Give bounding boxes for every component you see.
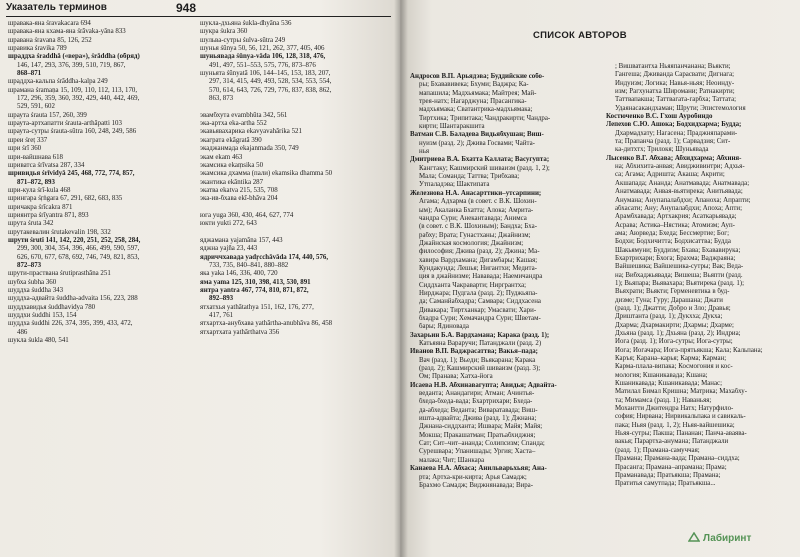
index-line: Дмитриева В.А. Бхатта Каллата; Васугупта; bbox=[410, 156, 550, 164]
index-line: шукла śukla 480, 541 bbox=[8, 337, 69, 345]
index-line: шрути śruti 141, 142, 220, 251, 252, 258, 284, bbox=[8, 236, 141, 244]
index-line: Вьяхрати; Вьякти; Герменевтика в буд- bbox=[615, 288, 730, 296]
index-line: ятхартхата yathārthatva 356 bbox=[200, 328, 280, 336]
index-line: софия; Нирвана; Нирвикальпака и савикаль- bbox=[615, 413, 746, 421]
index-line: ятхартха-анубхава yathārtha-anubhāva 86, 458 bbox=[200, 320, 333, 328]
index-line: Бхартрихари; Бхога; Брахма; Ваджраяна; bbox=[615, 254, 736, 262]
entry-gap bbox=[200, 204, 392, 212]
index-line: шриянтра śrīyantra 871, 893 bbox=[8, 211, 89, 219]
index-line: Прасанга; Прамана–апрамана; Прама; bbox=[615, 463, 727, 471]
index-line: Анумана; Анупапалабдхи; Апаноха; Апрапти; bbox=[615, 196, 751, 204]
index-line: шуддхи śuddhi 153, 154 bbox=[8, 312, 77, 320]
index-line: Лепехов С.Ю. Ашока; Бодхидхарма; Будда; bbox=[606, 121, 742, 129]
index-line: экам ekam 463 bbox=[200, 153, 243, 161]
index-line: ядриччхавада yadṛcchāvāda 174, 440, 576, bbox=[200, 253, 329, 261]
book-gutter bbox=[394, 0, 408, 557]
index-line: бхеда-бхеда-вада; Бхартрихари; Бхеда- bbox=[419, 398, 533, 406]
running-head bbox=[6, 2, 391, 17]
index-line: Джайнская космология; Джайнизм; bbox=[419, 239, 524, 247]
index-line: рабху; Врата; Гунастханы; Джайнизм; bbox=[419, 231, 531, 239]
index-line: на; Абхихита-анвая; Авидживинтри; Адхья- bbox=[615, 163, 745, 171]
index-line: шуддха śuddhi 226, 374, 395, 399, 433, 472, bbox=[8, 320, 133, 328]
index-line: ка-дитхтх; Трилокя; Шуньявада bbox=[615, 146, 709, 154]
index-line: шрута śruta 342 bbox=[8, 220, 54, 228]
index-line: та; Мимамса (разд. 1); Наваньяя; bbox=[615, 396, 712, 404]
index-line: Вач (разд. 1); Вьеди; Вьякарана; Карака bbox=[419, 356, 536, 364]
index-line: 146, 147, 293, 376, 399, 510, 719, 867, bbox=[17, 61, 126, 69]
entry-gap bbox=[200, 103, 392, 111]
index-line: Пратитья самутпада; Пратьякша... bbox=[615, 480, 716, 488]
index-line: Джнана-сиддханта; Ишвара; Майя; Майя; bbox=[419, 423, 543, 431]
index-line: мология; Кшаникавада; Кшана; bbox=[615, 371, 708, 379]
index-line: Костюченко В.С. Гхош Ауробиндо bbox=[606, 113, 713, 121]
index-line: юга yuga 360, 430, 464, 627, 774 bbox=[200, 211, 294, 219]
index-line: шрингара śṛṅgara 67, 291, 682, 683, 835 bbox=[8, 195, 123, 203]
index-line: ишта-адвайта; Джива (разд. 1); Джнана; bbox=[419, 415, 537, 423]
index-line: хавира Вардхамана; Дигамбары; Кашая; bbox=[419, 256, 538, 264]
index-line: Таттвапакша; Таттвагата-гарбха; Таттата; bbox=[615, 96, 737, 104]
index-line: шрамана śramaṇa 15, 109, 110, 112, 113, 170, bbox=[8, 86, 138, 94]
index-line: Дхьяна (разд. 1); Дхьяна (разд. 2); Индриа; bbox=[615, 330, 741, 337]
index-line: Сиддханта Чакраварти; Ниргрантха; bbox=[419, 281, 527, 289]
index-line: яма yama 125, 310, 398, 413, 530, 891 bbox=[200, 278, 311, 286]
index-line: Ом; Пранава; Хатха-йога bbox=[419, 373, 493, 381]
index-line: ятхатхья yathātathya 151, 162, 176, 277, bbox=[200, 303, 314, 311]
index-line: яджна yajña 23, 443 bbox=[200, 245, 258, 253]
index-line: Сат; Сит–чит–ананда; Солипсизм; Спанда; bbox=[419, 440, 545, 448]
index-line: ры; Бхававивека; Бхуми; Ваджра; Ка- bbox=[419, 81, 529, 89]
index-line: Ватман С.В. Баладева Видьябхушан; Виш- bbox=[410, 131, 544, 139]
index-line: нья bbox=[419, 148, 429, 156]
page-number: 948 bbox=[176, 1, 197, 15]
index-line: малака; Чит; Шанкара bbox=[419, 456, 485, 464]
index-line: шуддхавидья śuddhavidya 780 bbox=[8, 303, 96, 311]
index-line: шуддха-адвайта śuddha-advaita 156, 223, 288 bbox=[8, 295, 138, 303]
index-line: экавьявахарика ekavyavahārika 521 bbox=[200, 128, 302, 136]
index-line: экантика ekāntika 287 bbox=[200, 178, 264, 186]
index-line: 417, 761 bbox=[209, 312, 234, 320]
index-line: Дриштанта (разд. 1); Дукхха; Дукха; bbox=[615, 313, 723, 321]
index-line: Тиртхика; Трипитака; Чандракирти; Чандра- bbox=[419, 114, 551, 122]
index-line: Кангтаку; Кашмирский шиваизм (разд. 1, 2); bbox=[419, 164, 550, 172]
index-line: бары; Ядиновада bbox=[419, 323, 469, 331]
index-line: Шакьямуни; Буддизм; Бхава; Бхававирука; bbox=[615, 246, 741, 254]
index-line: Брахмо Самадж; Виджнянавада; Вира- bbox=[419, 481, 534, 489]
index-line: Мохантти Джитендра Натх; Натурфило- bbox=[615, 405, 734, 413]
index-line: Нирджара; Пудгала (разд. 2); Пуджьяпа- bbox=[419, 289, 538, 297]
index-line: Асрава; Астика–Нястика; Атомизм; Ауп- bbox=[615, 221, 735, 229]
index-line: шунья śūnya 50, 56, 121, 262, 377, 405, 406 bbox=[200, 45, 325, 53]
authors-column-2 bbox=[606, 63, 794, 489]
index-line: Каръя; Карана–карья; Карма; Карман; bbox=[615, 355, 727, 363]
index-line: Исаева Н.В. Абхинавагупта; Авидья; Адвайта- bbox=[410, 381, 557, 389]
index-line: Удаянасакандхаман; Шрути; Эпистемология bbox=[615, 104, 746, 112]
index-line: шравана śravana 85, 126, 252 bbox=[8, 36, 92, 44]
index-line: мапашила; Мадхьямака; Майтрея; Май- bbox=[419, 89, 537, 97]
index-line: бхадра Сури; Хемачандра Сури; Шветам- bbox=[419, 314, 541, 322]
index-line: 297, 314, 415, 449, 493, 528, 534, 553, 554, bbox=[209, 78, 332, 86]
index-line: шри śrī 360 bbox=[8, 145, 42, 153]
index-line: шри-вайшнава 618 bbox=[8, 153, 63, 161]
index-line: шукра śukra 360 bbox=[200, 28, 248, 36]
index-line: абхасати; Ану; Анупалабдхи; Апоха; Апти; bbox=[615, 204, 743, 212]
index-line: шраута-артхапатти śrauta-arthāpatti 103 bbox=[8, 120, 122, 128]
index-column-2 bbox=[200, 20, 392, 337]
index-line: экамсика дхамма (пали) ekamsika dhamma 50 bbox=[200, 170, 333, 178]
index-line: Агама; Адхарма (в совет. с В.К. Шохин- bbox=[419, 198, 537, 206]
index-line: шричакра śrīcakra 871 bbox=[8, 203, 73, 211]
index-line: шравака-яна кхама-яна śrāvaka-yāna 833 bbox=[8, 28, 126, 36]
index-line: философия; Джива (разд. 2); Джина; Ма- bbox=[419, 248, 540, 256]
index-line: Вайшешика; Вайшешика-сутры; Вак; Веда- bbox=[615, 263, 744, 271]
watermark-text: Лабиринт bbox=[703, 533, 752, 544]
index-line: шривидья śrīvidyā 245, 468, 772, 774, 857, bbox=[8, 170, 135, 178]
index-line: экаджанмада ekajanmada 350, 749 bbox=[200, 145, 299, 153]
index-line: шреи śreṭ 337 bbox=[8, 136, 48, 144]
index-line: Иванов В.П. Ваджрасаттва; Вакья–пада; bbox=[410, 348, 538, 356]
index-line: юкти yukti 272, 643 bbox=[200, 220, 257, 228]
index-line: Дхармадхату; Нагасена; Праджняпарами- bbox=[615, 129, 738, 137]
index-line: Йога (разд. 1); Йога-сутры; Йога-сутры; bbox=[615, 338, 733, 346]
section-title: СПИСОК АВТОРОВ bbox=[533, 30, 627, 41]
index-line: да; Саманйабхадра; Самвара; Сиддхасена bbox=[419, 298, 541, 306]
index-line: ым); Акаланка Бхатта; Алока; Амрита- bbox=[419, 206, 534, 214]
index-line: шуньята śūnyatā 106, 144–145, 153, 183, 207, bbox=[200, 70, 331, 78]
index-line: Кшаникавада; Кшаникавада; Манас; bbox=[615, 380, 723, 388]
index-line: Анатмавада; Анвая-вьятирека; Анитьявада; bbox=[615, 188, 743, 196]
index-line: эвамбхута evambhūta 342, 561 bbox=[200, 111, 288, 119]
index-line: дизме; Гуна; Гуру; Дарашана; Джати bbox=[615, 296, 723, 304]
index-line: Сурешвара; Упанишады; Ургия; Хаста– bbox=[419, 448, 536, 456]
index-line: та; Прапанча (разд. 1); Сарвадзия; Сит- bbox=[615, 138, 731, 146]
index-line: шраддха-кальпа śrāddha-kalpa 249 bbox=[8, 78, 108, 86]
index-line: экаграта ekāgratā 390 bbox=[200, 136, 262, 144]
watermark bbox=[688, 532, 751, 544]
index-line: Арамбхавада; Артхакрия; Асаткарьявада; bbox=[615, 213, 737, 221]
index-line: 871–872, 893 bbox=[17, 178, 55, 186]
index-line: Бодхи; Бодхичитта; Бодхисаттва; Будда bbox=[615, 238, 731, 246]
index-line: са; Агама; Адришта; Акаша; Акрити; bbox=[615, 171, 725, 179]
index-line: (разд. 1); Джатти; Добро и Зло; Дравья; bbox=[615, 304, 731, 312]
index-line: 299, 300, 304, 354, 396, 466, 499, 590, 597, bbox=[17, 245, 140, 253]
index-line: (разд. 2); Кашмирский шиваизм (разд. 3); bbox=[419, 365, 541, 373]
index-line: шраута-сутры śrauta-sūtra 160, 248, 249, 586 bbox=[8, 128, 137, 136]
index-line: рта; Артха-кри-кирта; Арья Самадж; bbox=[419, 473, 527, 481]
index-line: Прамана; Прамана-вада; Прамана–сиддха; bbox=[615, 455, 740, 463]
index-line: 172, 296, 359, 360, 392, 429, 440, 442, 469, bbox=[17, 95, 140, 103]
index-line: да-абхеда; Веданта; Виваратавада; Виш- bbox=[419, 406, 538, 414]
index-line: веданта; Анандагири; Атман; Ачинтья- bbox=[419, 390, 535, 398]
index-line: 868–871 bbox=[17, 70, 42, 78]
index-line: 892–893 bbox=[209, 295, 234, 303]
index-line: Канаева Н.А. Абхаса; Анильварьхьяя; Ана- bbox=[410, 465, 547, 473]
index-line: Индуизм; Логика; Навья-ньяя; Неоинду- bbox=[615, 79, 735, 87]
running-head-title: Указатель терминов bbox=[6, 2, 107, 13]
authors-column-1 bbox=[410, 73, 600, 490]
index-line: шравика śravika 789 bbox=[8, 45, 67, 53]
index-line: экатва ekatva 215, 535, 708 bbox=[200, 186, 278, 194]
index-line: шраддха śraddhā («вера»), śrāddha (обряд) bbox=[8, 53, 140, 61]
index-line: шуньявада śūnya-vāda 106, 128, 318, 476, bbox=[200, 53, 326, 61]
index-line: Акшапада; Ананда; Анатмавада; Анатмавада; bbox=[615, 179, 750, 187]
index-line: 872–873 bbox=[17, 261, 42, 269]
index-column-1 bbox=[8, 20, 194, 345]
index-line: изм; Рагхунатха Широмани; Ратнакирти; bbox=[615, 88, 735, 96]
index-line: мадхьямака; Сватантрика-мадхьямака; bbox=[419, 106, 533, 114]
index-line: Ньяя-сутры; Пакша; Пананан; Панча-аваява- bbox=[615, 430, 747, 438]
index-line: шуддха śuddha 343 bbox=[8, 287, 64, 294]
index-line: Мала; Соманда; Таттва; Трибхава; bbox=[419, 173, 520, 181]
index-line: чандра Сури; Анекантавада; Анимса bbox=[419, 214, 527, 222]
index-line: пака; Ньяя (разд. 1, 2); Ньяя-вайшешика; bbox=[615, 421, 735, 429]
index-line: ция в джайнизме; Нававада; Наемичандра bbox=[419, 273, 543, 281]
index-line: нуизм (разд. 2); Джива Госвами; Чайта- bbox=[419, 139, 535, 147]
index-line: трея-натх; Нагарджуна; Прасангика- bbox=[419, 98, 527, 106]
index-line: Дхарма; Дхармакирти; Дхармы; Дхарме; bbox=[615, 321, 734, 329]
index-line: Кундакунда; Лешья; Нигантхи; Медита- bbox=[419, 264, 537, 272]
index-line: Железнова Н.А. Анасарттики–утсарпини; bbox=[410, 189, 542, 197]
index-line: янтра yantra 467, 774, 810, 871, 872, bbox=[200, 287, 309, 294]
index-line: на; Вибхаджьявада; Вишеша; Вьяпти (разд. bbox=[615, 271, 743, 279]
index-line: Праманавада; Пратьякша; Прамана; bbox=[615, 471, 721, 479]
index-line: яджамана yajamāna 157, 443 bbox=[200, 236, 283, 244]
index-line: Йога; Йогачара; Йога-прятьякша; Кала; Кальпана; bbox=[615, 346, 763, 354]
index-line: шри-кула śrī-kula 468 bbox=[8, 186, 71, 194]
index-line: эка-ив-бхава ekī-bhāva 204 bbox=[200, 195, 278, 203]
index-line: 626, 670, 677, 678, 692, 746, 749, 821, 853, bbox=[17, 253, 140, 261]
index-line: шубха śubha 360 bbox=[8, 278, 57, 286]
index-line: 1); Вьяпара; Вьявахара; Вьятирека (разд. 1); bbox=[615, 279, 744, 287]
index-line: яка yaka 146, 336, 400, 720 bbox=[200, 270, 278, 278]
index-line: шравака-яна śravakacara 694 bbox=[8, 20, 91, 27]
index-line: Катьяяна Вараручи; Патанджали (разд. 2) bbox=[419, 340, 542, 347]
index-line: Карма-плала-випака; Космогония и кос- bbox=[615, 363, 733, 371]
entry-gap bbox=[200, 229, 392, 237]
index-line: (в совет. с В.К. Шохиным); Бандха; Бха- bbox=[419, 223, 538, 231]
index-line: шрути-праствана śrutiprasthāna 251 bbox=[8, 270, 111, 278]
index-line: ; Вишватантха Ньяяпанчанана; Вьякти; bbox=[615, 63, 731, 70]
index-line: Матилал Бимал Кришна; Матрика; Махабху- bbox=[615, 388, 748, 396]
index-line: шульва-сутры śulva-sūtra 249 bbox=[200, 36, 286, 44]
index-line: шраута śrauta 157, 260, 399 bbox=[8, 111, 87, 119]
index-line: ама; Аюрведа; Бхеда; Бессмертие; Бог; bbox=[615, 229, 730, 237]
index-line: Утпаладэва; Шактипата bbox=[419, 181, 490, 189]
index-line: шриватса śrīvatsa 287, 334 bbox=[8, 161, 85, 169]
index-line: Лысенко В.Г. Абхава; Абхидхарма; Абхиня- bbox=[606, 154, 742, 162]
index-line: экамсика ekaṃsika 50 bbox=[200, 161, 264, 169]
index-line: Гангеша; Дживанда Сарасвати; Дигнага; bbox=[615, 71, 735, 79]
index-line: шрутакевалин śrutakevalin 198, 332 bbox=[8, 228, 111, 236]
index-line: вакья; Парартха-анумана; Патанджали bbox=[615, 438, 729, 446]
index-line: 529, 591, 602 bbox=[17, 103, 55, 111]
index-line: 486 bbox=[17, 328, 28, 336]
index-line: Андросов В.П. Арьядэва; Буддийские собо- bbox=[410, 73, 545, 80]
index-line: эка-артха eka-artha 552 bbox=[200, 120, 267, 128]
index-line: Мокша; Пракашатман; Пратьабхиджня; bbox=[419, 431, 536, 439]
index-line: 863, 873 bbox=[209, 95, 234, 103]
index-line: шукла-дхьяна śukla-dhyāna 536 bbox=[200, 20, 292, 27]
watermark-logo-icon bbox=[688, 532, 700, 542]
index-line: Дивакара; Тиртханкар; Умасвати; Хари- bbox=[419, 306, 537, 314]
index-line: Захарьин Б.А. Вардхамана; Карака (разд. 1); bbox=[410, 331, 550, 339]
index-line: (разд. 1); Прамана-самуччая; bbox=[615, 446, 700, 454]
index-line: 733, 735, 840–841, 880–882 bbox=[209, 261, 289, 269]
index-line: 491, 497, 551–553, 575, 776, 873–876 bbox=[209, 61, 316, 69]
right-page bbox=[400, 0, 800, 557]
index-line: кирти; Шантаракшита bbox=[419, 123, 485, 131]
index-line: 570, 614, 643, 726, 729, 776, 837, 838, 862, bbox=[209, 86, 332, 94]
